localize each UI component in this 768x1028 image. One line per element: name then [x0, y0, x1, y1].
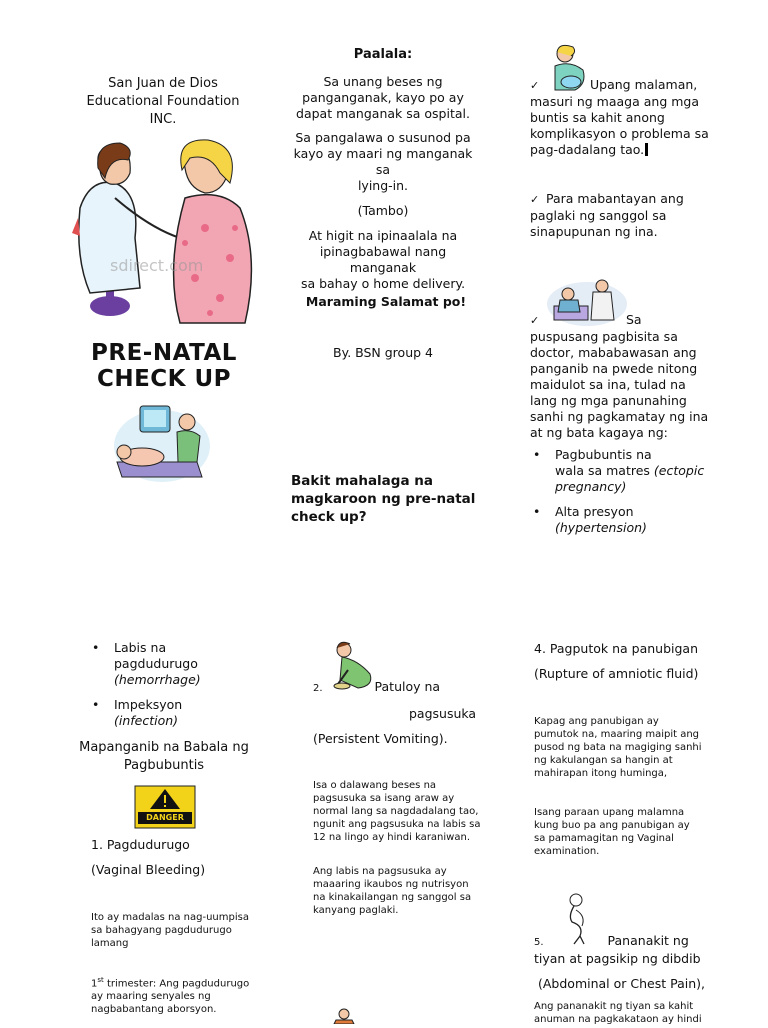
- author-credit: By. BSN group 4: [333, 345, 433, 360]
- organization-name: San Juan de Dios Educational Foundation INC.: [86, 76, 240, 127]
- thank-you-text: Maraming Salamat po!: [305, 294, 467, 309]
- check-icon: ✓: [530, 79, 540, 92]
- warning-item-1: 1. Pagdudurugo (Vaginal Bleeding): [91, 837, 206, 877]
- vomiting-description: Isa o dalawang beses na pagsusuka sa isang araw ay normal lang sa nagdadalang tao, ngunit ang pagsusuka na labis sa 12 na lingo ay hindi karaniwan. Ang labis na pagsusuka ay maaaring ikaubos ng nutrisyon na kinakailangan ng sanggol sa kanyang paglaki.: [313, 780, 481, 916]
- condition-list: • Pagbubuntis na wala sa matres (ectopic pregnancy) • Alta presyon (hypertension): [555, 447, 725, 536]
- bleeding-description: Ito ay madalas na nag-uumpisa sa bahagyang pagdudurugo lamang 1st trimester: Ang pagdudurugo ay maaring senyales ng nagbabantang aborsyon.: [91, 912, 250, 1016]
- warning-item-5: 5. Pananakit ng tiyan at pagsikip ng dibdib (Abdominal or Chest Pain),: [534, 933, 705, 991]
- document-title: PRE-NATAL CHECK UP: [91, 340, 237, 392]
- reminder-text: Sa unang beses ng panganganak, kayo po ay dapat manganak sa ospital. Sa pangalawa o susunod pa kayo ay maari ng manganak sa lying-in. (Tambo) At higit na ipinaalala na ipinagbabawal nang manganak sa bahay o home delivery.: [293, 74, 473, 291]
- text-cursor: [645, 143, 648, 156]
- reason-1: ✓ Upang malaman, masuri ng maaga ang mga buntis sa kahit anong komplikasyon o problema sa pag-dadalang tao.: [530, 77, 709, 157]
- reason-2: ✓ Para mabantayan ang paglaki ng sanggol sa sinapupunan ng ina.: [530, 191, 684, 239]
- danger-label: DANGER: [146, 813, 184, 822]
- check-icon: ✓: [530, 314, 540, 327]
- pain-description: Ang pananakit ng tiyan sa kahit anuman na pagkakataon ay hindi: [534, 1001, 702, 1025]
- warning-signs-heading: Mapanganib na Babala ng Pagbubuntis: [79, 740, 249, 773]
- doctor-patient-illustration: [70, 138, 260, 328]
- list-item: • Labis na: [88, 640, 238, 656]
- danger-sign-icon: [134, 785, 196, 829]
- watermark: sdirect.com: [110, 256, 204, 275]
- list-item: • Impeksyon: [88, 697, 238, 713]
- reminder-heading: Paalala:: [353, 47, 413, 62]
- warning-item-2: 2. Patuloy na pagsusuka (Persistent Vomiting).: [313, 679, 477, 746]
- partial-illustration: [330, 1006, 360, 1024]
- check-icon: ✓: [530, 193, 540, 206]
- list-item: • Alta presyon: [529, 504, 699, 520]
- reason-3: ✓ Sa puspusang pagbisita sa doctor, mababawasan ang panganib na pwede nitong maidulot sa ina, tulad na lang ng mga panunahing sanhi ng pagkamatay ng ina at ng bata kagaya ng:: [530, 312, 709, 440]
- ultrasound-illustration: [112, 402, 212, 484]
- rupture-description: Kapag ang panubigan ay pumutok na, maaring maipit ang pusod ng bata na magiging sanhi ng kakulangan sa hangin at mahirapan itong huminga, Isang paraan upang malamna kung buo pa ang panubigan ay sa pamamagitan ng Vaginal examination.: [534, 716, 702, 857]
- warning-item-4: 4. Pagputok na panubigan (Rupture of amniotic fluid): [534, 641, 699, 681]
- list-item: • Pagbubuntis na: [529, 447, 699, 463]
- complication-list: • Labis na pagdudurugo (hemorrhage) • Impeksyon (infection): [114, 640, 264, 729]
- question-heading: Bakit mahalaga na magkaroon ng pre-natal check up?: [291, 473, 476, 525]
